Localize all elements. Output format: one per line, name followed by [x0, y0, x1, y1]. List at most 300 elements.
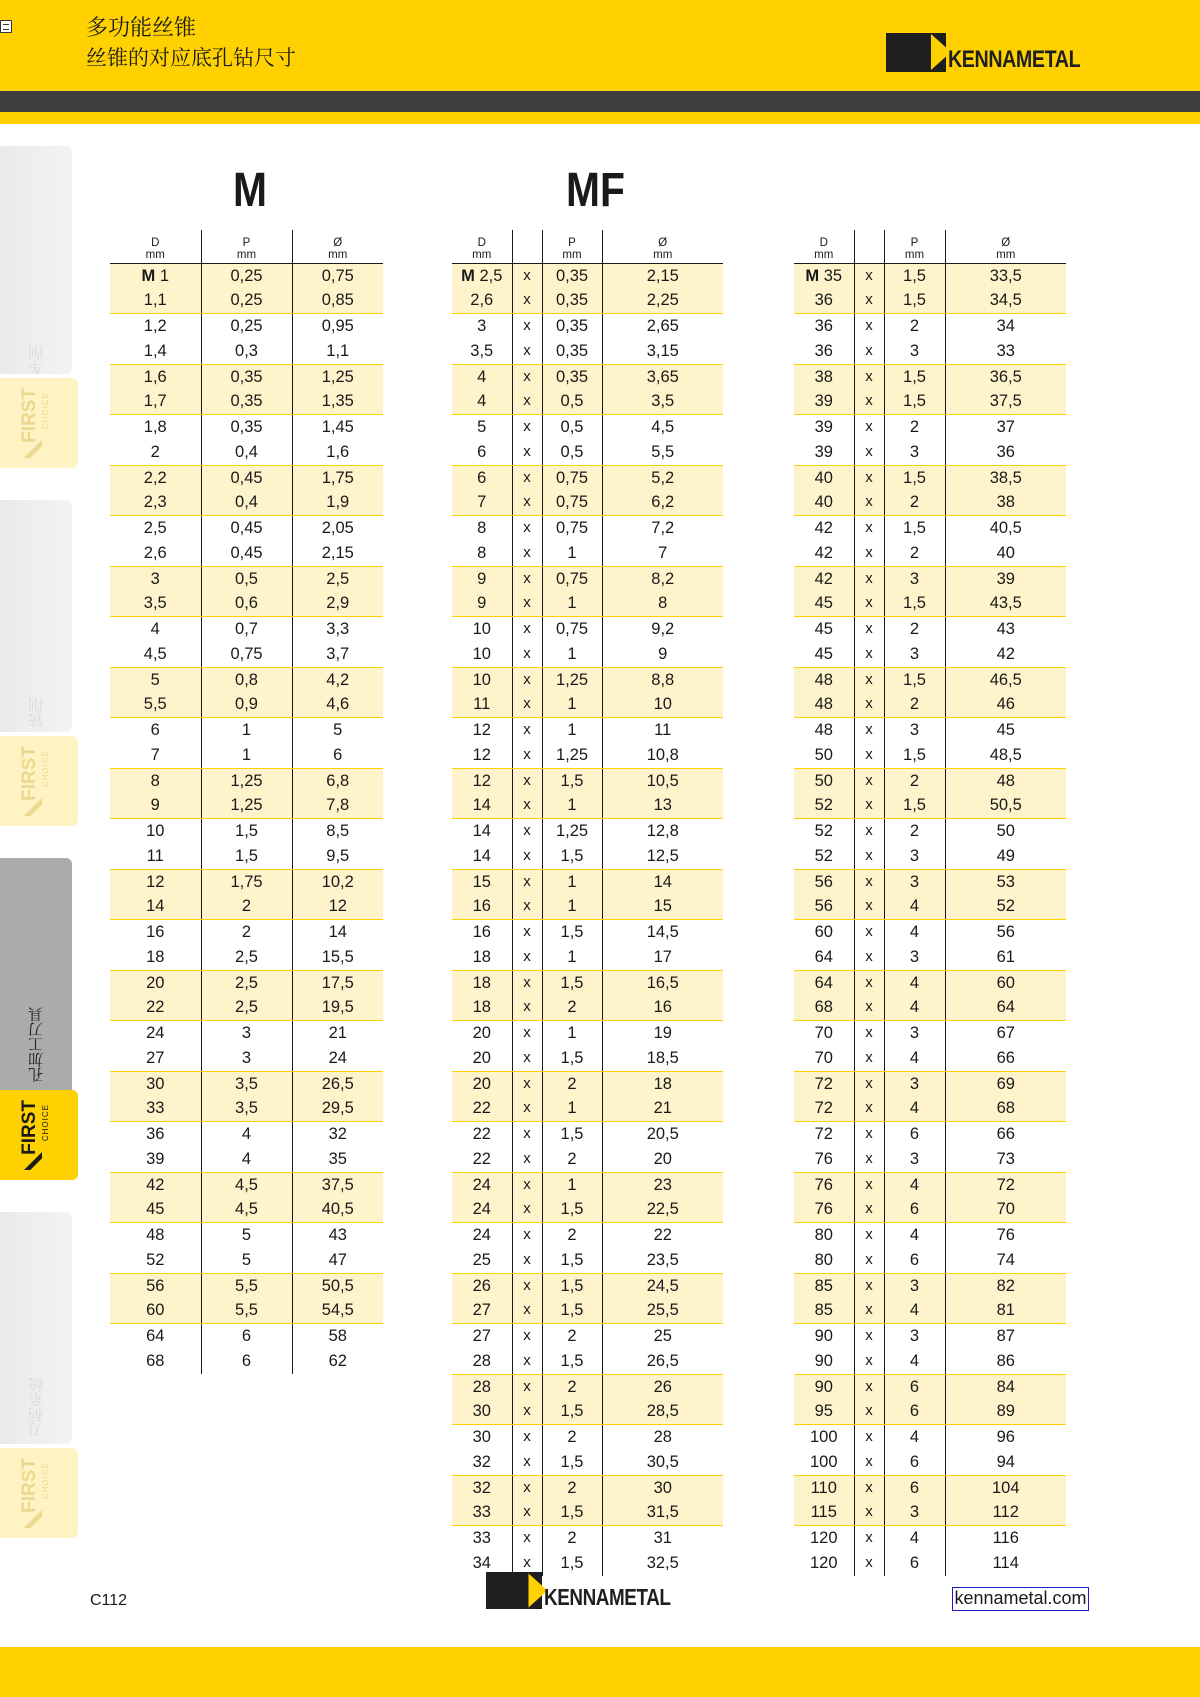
table-cell: 58	[292, 1324, 383, 1349]
table-cell: 8,8	[602, 667, 723, 692]
table-row	[794, 995, 1066, 1020]
table-cell: 24	[472, 1226, 491, 1244]
table-cell: x	[512, 1475, 542, 1500]
table-cell: 2	[542, 1071, 602, 1096]
table-cell: 18,5	[602, 1046, 723, 1071]
table-cell: 28	[452, 1374, 512, 1399]
table-cell: 4	[884, 1046, 945, 1071]
column-header: D mm	[452, 230, 512, 263]
table-cell: 33	[110, 1096, 201, 1121]
table-row	[794, 288, 1066, 313]
column-header	[512, 230, 542, 263]
table-cell: 4,5	[110, 642, 201, 667]
table-header-row	[110, 230, 383, 263]
table-row	[794, 1450, 1066, 1475]
table-cell: 43,5	[945, 591, 1066, 616]
table-row	[452, 1298, 723, 1323]
table-cell: x	[854, 288, 884, 313]
table-cell: 4	[884, 1172, 945, 1197]
table-cell: 16	[452, 894, 512, 919]
table-cell: 45	[794, 642, 854, 667]
first-choice-badge: FIRST CHOICE	[0, 1090, 78, 1180]
page-subtitle: 丝锥的对应底孔钻尺寸	[86, 47, 296, 70]
table-row	[110, 566, 383, 591]
table-cell: x	[854, 617, 884, 642]
table-cell: 46	[945, 692, 1066, 717]
table-row	[794, 1475, 1066, 1500]
table-cell: 94	[945, 1450, 1066, 1475]
table-cell: 30	[110, 1071, 201, 1096]
table-cell: x	[512, 1172, 542, 1197]
table-cell: x	[854, 1248, 884, 1273]
table-cell: 3	[884, 1273, 945, 1298]
table-row	[110, 819, 383, 844]
table-cell: 76	[794, 1197, 854, 1222]
table-cell: x	[512, 1425, 542, 1450]
table-cell: 1,25	[292, 364, 383, 389]
table-row	[110, 1298, 383, 1323]
table-cell: 26	[452, 1273, 512, 1298]
table-cell: 1	[542, 894, 602, 919]
table-cell: x	[512, 970, 542, 995]
table-row	[452, 1450, 723, 1475]
table-cell: 3,15	[602, 339, 723, 364]
table-cell: 8	[602, 591, 723, 616]
table-cell: 64	[794, 970, 854, 995]
table-row	[110, 339, 383, 364]
table-cell: 28,5	[602, 1399, 723, 1424]
table-cell: 5	[110, 667, 201, 692]
page-number: C112	[90, 1592, 128, 1609]
side-tab-label-holemaking: 孔加工刀具	[28, 1007, 45, 1083]
table-cell: x	[854, 1071, 884, 1096]
table-cell: x	[854, 1349, 884, 1374]
table-cell: 56	[794, 869, 854, 894]
table-cell: 12,5	[602, 844, 723, 869]
table-cell: x	[854, 844, 884, 869]
table-row	[794, 743, 1066, 768]
table-row	[110, 718, 383, 743]
table-cell: 37	[945, 415, 1066, 440]
table-cell: 3	[201, 1046, 292, 1071]
table-cell: 3,65	[602, 364, 723, 389]
side-tab-milling[interactable]	[0, 500, 75, 830]
table-cell: x	[512, 1147, 542, 1172]
table-row	[794, 1500, 1066, 1525]
table-cell: 1,5	[542, 1500, 602, 1525]
table-cell: 1,5	[884, 743, 945, 768]
table-cell: 1,25	[542, 667, 602, 692]
table-cell: 10	[602, 692, 723, 717]
table-cell: 14	[452, 793, 512, 818]
table-cell: x	[512, 389, 542, 414]
table-row	[110, 1122, 383, 1147]
table-row	[110, 263, 383, 288]
table-cell: x	[512, 541, 542, 566]
table-row	[452, 1071, 723, 1096]
table-cell: 0,45	[201, 465, 292, 490]
table-row	[110, 591, 383, 616]
table-cell: x	[512, 1324, 542, 1349]
table-cell: 0,35	[201, 415, 292, 440]
table-cell: x	[854, 440, 884, 465]
side-tab-turning[interactable]	[0, 146, 75, 476]
table-cell: 85	[794, 1273, 854, 1298]
table-row	[110, 1197, 383, 1222]
table-cell: 1,5	[884, 288, 945, 313]
table-cell: x	[512, 339, 542, 364]
table-cell: 52	[945, 894, 1066, 919]
table-cell: 18	[452, 995, 512, 1020]
table-cell: 12	[472, 721, 491, 739]
table-row	[452, 1046, 723, 1071]
column-header	[854, 230, 884, 263]
table-cell: x	[854, 1197, 884, 1222]
table-row	[794, 389, 1066, 414]
table-cell: 0,45	[201, 516, 292, 541]
table-row	[452, 288, 723, 313]
table-cell: 2	[542, 1147, 602, 1172]
table-cell: 2,3	[110, 490, 201, 515]
table-row	[794, 869, 1066, 894]
heading-m: M	[233, 164, 267, 217]
table-cell: x	[854, 339, 884, 364]
table-cell: 10,5	[602, 768, 723, 793]
table-cell: 25,5	[602, 1298, 723, 1323]
table-cell: 7	[602, 541, 723, 566]
kennametal-logo	[886, 33, 1109, 72]
column-header: D mm	[110, 230, 201, 263]
table-cell: 40	[794, 465, 854, 490]
table-cell: 4,5	[201, 1172, 292, 1197]
table-row	[794, 667, 1066, 692]
table-cell: 96	[945, 1425, 1066, 1450]
table-cell: 120	[809, 1529, 838, 1547]
kennametal-k-mark-icon	[886, 33, 946, 72]
table-cell: 36	[146, 1125, 165, 1143]
table-cell: 8,2	[602, 566, 723, 591]
table-cell: 2,15	[292, 541, 383, 566]
side-tab-label-milling: 铣削	[28, 698, 45, 728]
footer-logo-wordmark: KENNAMETAL	[544, 1584, 671, 1610]
table-cell: 87	[945, 1324, 1066, 1349]
table-cell: 1,5	[884, 364, 945, 389]
table-cell: 8,5	[292, 819, 383, 844]
table-cell: x	[512, 920, 542, 945]
logo-wordmark: KENNAMETAL	[948, 46, 1081, 73]
table-cell: 2	[542, 1475, 602, 1500]
table-row	[794, 945, 1066, 970]
table-cell: 42	[814, 519, 833, 537]
column-header: Ø mm	[292, 230, 383, 263]
table-row	[794, 1298, 1066, 1323]
table-cell: x	[512, 894, 542, 919]
table-cell: 6	[201, 1324, 292, 1349]
table-cell: x	[512, 1399, 542, 1424]
table-cell: 6	[292, 743, 383, 768]
table-row	[452, 415, 723, 440]
table-cell: 3	[884, 945, 945, 970]
table-row	[794, 1071, 1066, 1096]
table-row	[452, 1399, 723, 1424]
table-cell: x	[854, 566, 884, 591]
table-cell: 20	[110, 970, 201, 995]
table-cell: 39	[794, 389, 854, 414]
table-cell: x	[854, 1450, 884, 1475]
table-row	[452, 1223, 723, 1248]
table-cell: 22	[110, 995, 201, 1020]
table-cell: x	[512, 415, 542, 440]
table-cell: 3,5	[602, 389, 723, 414]
table-cell: 100	[794, 1450, 854, 1475]
table-cell: x	[512, 743, 542, 768]
table-cell: 74	[945, 1248, 1066, 1273]
table-cell: 39	[945, 566, 1066, 591]
table-row	[452, 1500, 723, 1525]
table-row	[110, 490, 383, 515]
table-row	[110, 768, 383, 793]
table-row	[794, 1223, 1066, 1248]
note-icon[interactable]	[0, 20, 12, 33]
table-cell: 45	[814, 620, 833, 638]
table-cell: 16,5	[602, 970, 723, 995]
table-cell: 0,6	[201, 591, 292, 616]
table-row	[794, 970, 1066, 995]
page-title: 多功能丝锥	[86, 15, 197, 40]
table-cell: 22,5	[602, 1197, 723, 1222]
table-cell: 48,5	[945, 743, 1066, 768]
table-cell: 4	[201, 1122, 292, 1147]
table-cell: 1	[542, 869, 602, 894]
table-row	[452, 793, 723, 818]
first-choice-badge: FIRST CHOICE	[0, 736, 78, 826]
table-cell: 64	[945, 995, 1066, 1020]
table-row	[794, 1526, 1066, 1551]
table-cell: 1,8	[143, 418, 167, 436]
table-cell: 32,5	[602, 1551, 723, 1576]
table-cell: 1	[542, 591, 602, 616]
table-cell: 12	[452, 768, 512, 793]
table-cell: x	[512, 692, 542, 717]
table-cell: 95	[794, 1399, 854, 1424]
table-cell: x	[854, 1021, 884, 1046]
table-row	[452, 1349, 723, 1374]
table-row	[794, 1147, 1066, 1172]
table-cell: 45	[110, 1197, 201, 1222]
table-cell: x	[512, 1298, 542, 1323]
table-cell: 22	[602, 1223, 723, 1248]
table-cell: 6	[150, 721, 160, 739]
table-cell: 6,2	[602, 490, 723, 515]
table-row	[110, 1071, 383, 1096]
first-choice-badge: FIRST CHOICE	[0, 1448, 78, 1538]
table-cell: 82	[945, 1273, 1066, 1298]
table-header-row	[452, 230, 723, 263]
table-cell: x	[512, 1197, 542, 1222]
table-cell: 4	[884, 894, 945, 919]
table-cell: 1,25	[201, 793, 292, 818]
table-cell: 110	[794, 1475, 854, 1500]
table-cell: x	[512, 263, 542, 288]
table-cell: x	[512, 793, 542, 818]
table-cell: 1,2	[143, 317, 167, 335]
table-cell: 39	[814, 418, 833, 436]
table-cell: 2,05	[292, 516, 383, 541]
table-cell: 0,25	[201, 263, 292, 288]
table-cell: 6	[884, 1197, 945, 1222]
table-row	[794, 844, 1066, 869]
table-cell: 34	[472, 1553, 491, 1572]
table-cell: 40,5	[945, 516, 1066, 541]
table-cell: 36	[945, 440, 1066, 465]
table-cell: 2,6	[452, 288, 512, 313]
table-cell: 31,5	[602, 1500, 723, 1525]
table-cell: x	[854, 819, 884, 844]
table-cell: 10	[452, 642, 512, 667]
table-cell: 2,5	[201, 945, 292, 970]
table-cell: x	[512, 1046, 542, 1071]
table-cell: x	[854, 465, 884, 490]
table-row	[794, 339, 1066, 364]
table-cell: 50	[794, 768, 854, 793]
table-cell: 25	[602, 1324, 723, 1349]
table-row	[110, 1248, 383, 1273]
table-row	[452, 541, 723, 566]
header-dark-band	[0, 91, 1200, 112]
table-cell: x	[512, 490, 542, 515]
table-cell: 39	[110, 1147, 201, 1172]
table-cell: 2	[884, 490, 945, 515]
table-cell: 3	[884, 1324, 945, 1349]
table-cell: x	[854, 768, 884, 793]
table-cell: x	[512, 768, 542, 793]
table-cell: 1,7	[110, 389, 201, 414]
table-row	[110, 415, 383, 440]
table-cell: 24	[452, 1172, 512, 1197]
table-row	[110, 692, 383, 717]
table-cell: 72	[794, 1071, 854, 1096]
table-row	[452, 995, 723, 1020]
table-cell: 84	[945, 1374, 1066, 1399]
table-cell: 1,5	[542, 1298, 602, 1323]
table-cell: 42	[110, 1172, 201, 1197]
table-cell: 5,5	[602, 440, 723, 465]
table-cell: 50	[794, 743, 854, 768]
table-row	[110, 995, 383, 1020]
table-cell: 2	[884, 415, 945, 440]
table-cell: x	[854, 1425, 884, 1450]
table-cell: 33,5	[945, 263, 1066, 288]
table-row	[794, 263, 1066, 288]
table-row	[452, 1172, 723, 1197]
tap-drill-table-mf-2	[794, 230, 1066, 1576]
table-row	[110, 642, 383, 667]
table-cell: 72	[945, 1172, 1066, 1197]
table-cell: 66	[945, 1046, 1066, 1071]
table-cell: 4	[201, 1147, 292, 1172]
table-cell: 5	[201, 1223, 292, 1248]
table-cell: 0,95	[292, 314, 383, 339]
table-cell: x	[512, 1450, 542, 1475]
table-row	[452, 642, 723, 667]
table-cell: 70	[945, 1197, 1066, 1222]
table-cell: 1,5	[542, 844, 602, 869]
table-cell: 56	[110, 1273, 201, 1298]
table-cell: 1,1	[110, 288, 201, 313]
table-cell: 18	[110, 945, 201, 970]
table-row	[110, 844, 383, 869]
table-cell: 32	[452, 1450, 512, 1475]
table-cell: 0,9	[201, 692, 292, 717]
table-cell: 3,5	[201, 1096, 292, 1121]
table-cell: x	[512, 1551, 542, 1576]
table-cell: x	[854, 869, 884, 894]
table-row	[452, 945, 723, 970]
table-cell: 26	[602, 1374, 723, 1399]
table-cell: 6	[884, 1248, 945, 1273]
table-cell: 18	[452, 970, 512, 995]
table-cell: 60	[110, 1298, 201, 1323]
table-cell: 1,75	[292, 465, 383, 490]
table-cell: 1,75	[201, 869, 292, 894]
tap-drill-table-m	[110, 230, 383, 1374]
table-cell: 1,6	[292, 440, 383, 465]
table-cell: 48	[794, 667, 854, 692]
table-row	[452, 591, 723, 616]
table-cell: 4	[884, 1526, 945, 1551]
table-cell: 1,5	[884, 263, 945, 288]
table-cell: 50,5	[945, 793, 1066, 818]
table-cell: x	[512, 718, 542, 743]
table-cell: 21	[602, 1096, 723, 1121]
table-cell: 1	[542, 1096, 602, 1121]
table-row	[110, 364, 383, 389]
table-cell: x	[854, 995, 884, 1020]
table-cell: 60	[814, 923, 833, 941]
table-row	[110, 516, 383, 541]
table-row	[794, 1248, 1066, 1273]
table-cell: 22	[452, 1147, 512, 1172]
table-row	[452, 1096, 723, 1121]
side-tab-label-toolholding: 刀柄系统	[28, 1377, 45, 1438]
table-cell: 19	[602, 1021, 723, 1046]
website-link[interactable]: kennametal.com	[952, 1587, 1089, 1611]
table-row	[794, 1374, 1066, 1399]
table-cell: 36,5	[945, 364, 1066, 389]
table-cell: 18	[452, 945, 512, 970]
table-cell: 4,5	[201, 1197, 292, 1222]
table-cell: 1,5	[542, 1248, 602, 1273]
table-cell: 1,5	[542, 1122, 602, 1147]
table-cell: 1	[201, 743, 292, 768]
table-cell: M 35	[794, 263, 854, 288]
table-cell: 24	[292, 1046, 383, 1071]
table-cell: 1,25	[542, 743, 602, 768]
table-cell: 53	[945, 869, 1066, 894]
table-cell: 10,8	[602, 743, 723, 768]
table-cell: 0,75	[542, 490, 602, 515]
table-cell: 24,5	[602, 1273, 723, 1298]
table-cell: 86	[945, 1349, 1066, 1374]
table-cell: 0,8	[201, 667, 292, 692]
table-cell: x	[854, 1475, 884, 1500]
table-cell: 13	[602, 793, 723, 818]
table-cell: 20	[452, 1046, 512, 1071]
table-row	[794, 566, 1066, 591]
table-cell: 10	[472, 620, 491, 638]
table-row	[452, 920, 723, 945]
table-cell: 100	[809, 1428, 838, 1446]
